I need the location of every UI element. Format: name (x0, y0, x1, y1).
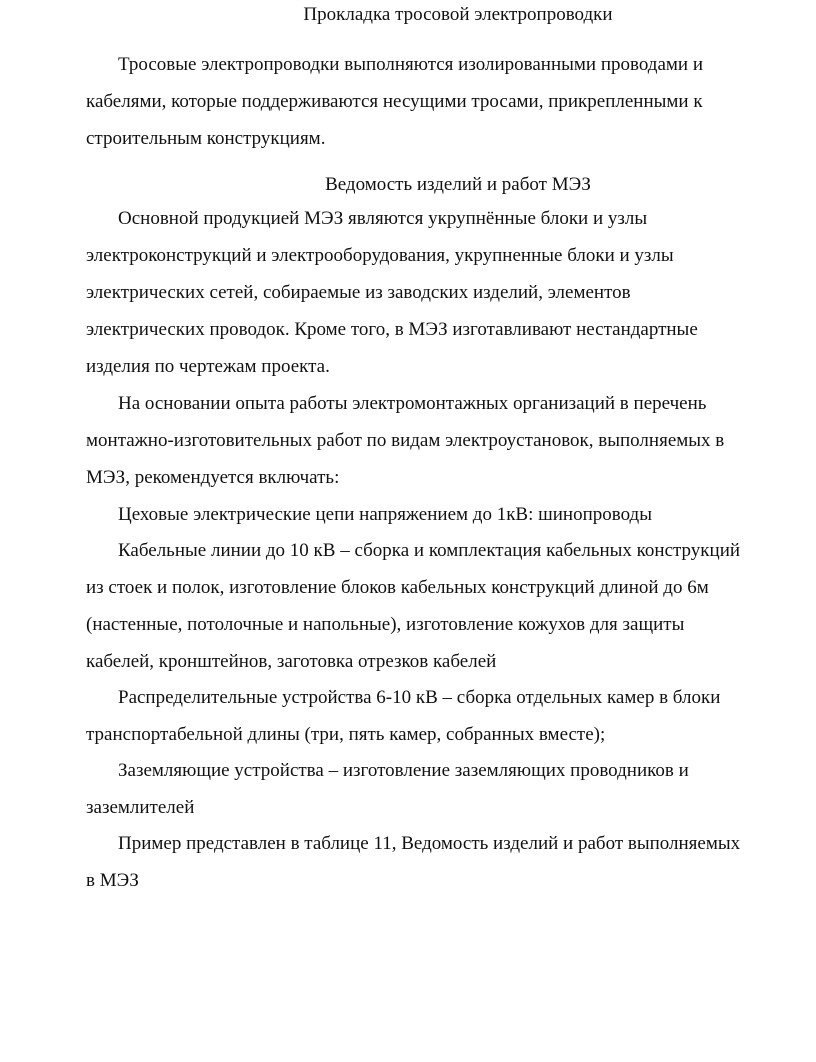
text-line: заземлителей (86, 797, 195, 818)
text-line: Основной продукцией МЭЗ являются укрупнённые блоки и узлы (118, 208, 648, 229)
text-line: Заземляющие устройства – изготовление заземляющих проводников и (118, 760, 689, 781)
text-line: изделия по чертежам проекта. (86, 356, 330, 377)
text-line: в МЭЗ (86, 870, 139, 891)
text-line: (настенные, потолочные и напольные), изготовление кожухов для защиты (86, 614, 685, 635)
text-line: транспортабельной длины (три, пять камер, собранных вместе); (86, 724, 606, 745)
text-line: кабелей, кронштейнов, заготовка отрезков кабелей (86, 651, 497, 672)
text-line: Цеховые электрические цепи напряжением до 1кВ: шинопроводы (118, 504, 652, 525)
text-line: электроконструкций и электрооборудования, укрупненные блоки и узлы (86, 245, 674, 266)
text-line: Кабельные линии до 10 кВ – сборка и комплектация кабельных конструкций (118, 540, 741, 561)
paragraph-cable-lines (86, 532, 806, 680)
paragraph-grounding (86, 752, 806, 826)
text-line: Распределительные устройства 6-10 кВ – сборка отдельных камер в блоки (118, 687, 721, 708)
text-line: строительным конструкциям. (86, 128, 326, 149)
text-line: Тросовые электропроводки выполняются изолированными проводами и (118, 54, 704, 75)
paragraph-main-products (86, 200, 806, 385)
text-line: Пример представлен в таблице 11, Ведомость изделий и работ выполняемых (118, 833, 741, 854)
text-line: На основании опыта работы электромонтажных организаций в перечень (118, 393, 707, 414)
paragraph-switchgear (86, 679, 806, 753)
paragraph-shop-circuits (86, 496, 806, 533)
text-line: монтажно-изготовительных работ по видам электроустановок, выполняемых в (86, 430, 725, 451)
section-title-cable-wiring: Прокладка тросовой электропроводки (303, 4, 613, 25)
text-line: электрических проводок. Кроме того, в МЭЗ изготавливают нестандартные (86, 319, 698, 340)
section-title-mez-statement: Ведомость изделий и работ МЭЗ (325, 174, 591, 195)
paragraph-cable-wiring (86, 46, 806, 157)
text-line: кабелями, которые поддерживаются несущими тросами, прикрепленными к (86, 91, 703, 112)
paragraph-work-list-intro (86, 385, 806, 496)
paragraph-table-reference (86, 825, 806, 899)
text-line: МЭЗ, рекомендуется включать: (86, 467, 340, 488)
text-line: из стоек и полок, изготовление блоков кабельных конструкций длиной до 6м (86, 577, 709, 598)
text-line: электрических сетей, собираемые из заводских изделий, элементов (86, 282, 631, 303)
